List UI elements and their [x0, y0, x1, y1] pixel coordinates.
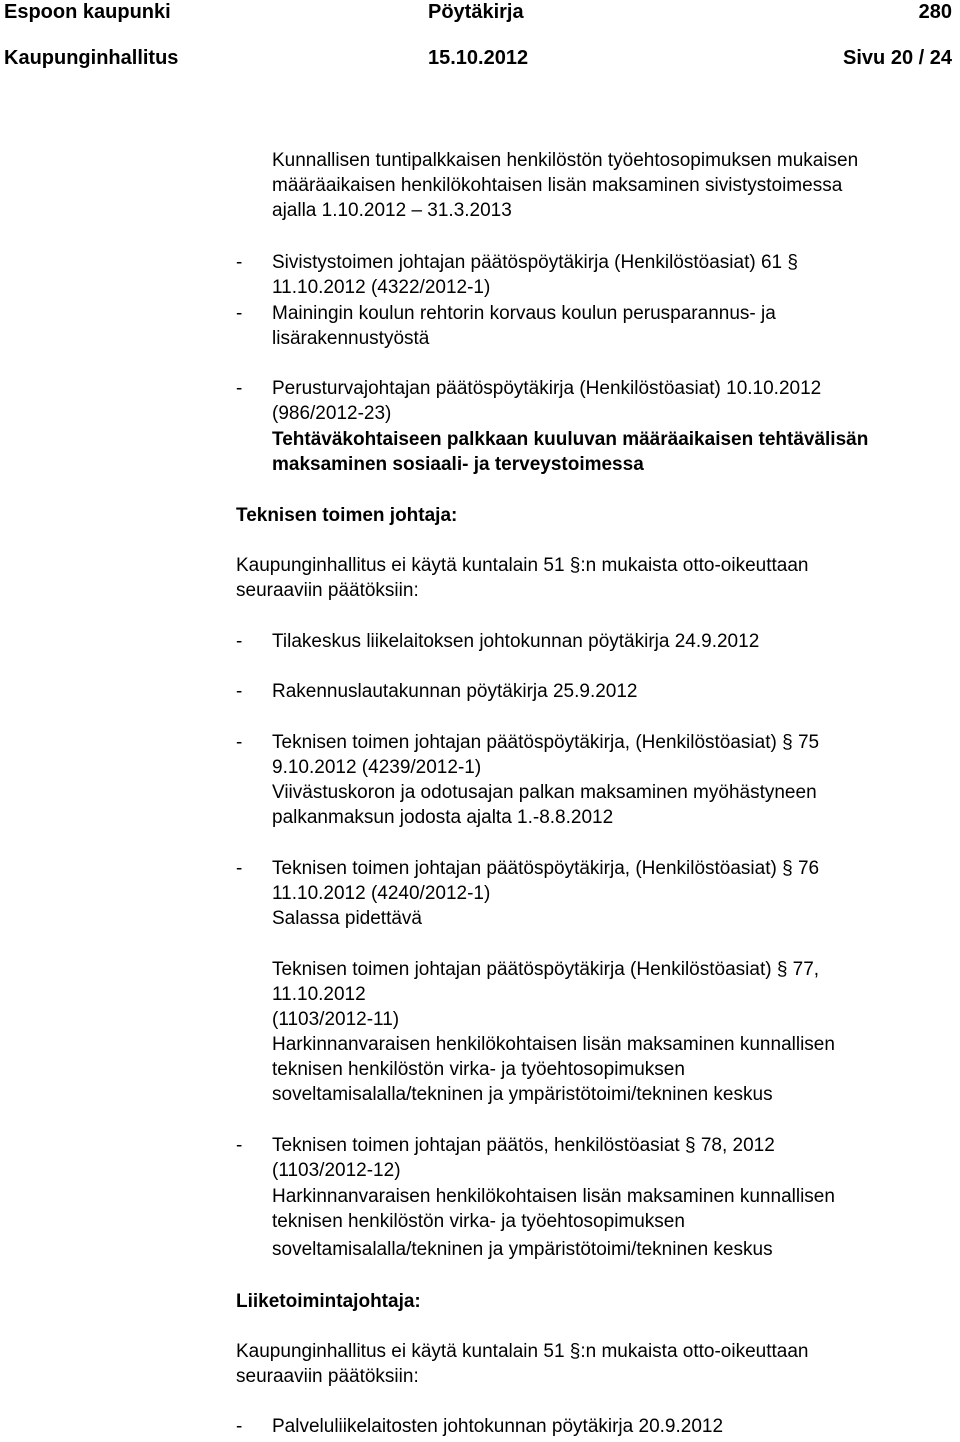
page-indicator: Sivu 20 / 24	[843, 47, 952, 69]
list-item-text: 9.10.2012 (4239/2012-1)	[272, 757, 482, 778]
intro-title-line: määräaikaisen henkilökohtaisen lisän maksaminen sivistystoimessa	[272, 175, 843, 196]
section-intro: Kaupunginhallitus ei käytä kuntalain 51 §:n mukaista otto-oikeuttaan	[236, 1341, 809, 1362]
list-item-text: 11.10.2012 (4240/2012-1)	[272, 883, 491, 904]
list-item-text: lisärakennustyöstä	[272, 328, 430, 349]
list-item-text: Mainingin koulun rehtorin korvaus koulun perusparannus- ja	[272, 303, 776, 324]
list-item-text: (986/2012-23)	[272, 403, 392, 424]
section-heading: Liiketoimintajohtaja:	[236, 1291, 421, 1312]
list-dash: -	[236, 252, 243, 273]
list-dash: -	[236, 1416, 243, 1437]
meeting-date: 15.10.2012	[428, 47, 529, 69]
list-dash: -	[236, 681, 243, 702]
intro-title-line: ajalla 1.10.2012 – 31.3.2013	[272, 200, 512, 221]
list-item-text: Teknisen toimen johtajan päätöspöytäkirja (Henkilöstöasiat) § 77,	[272, 959, 820, 980]
list-item-title: Tehtäväkohtaiseen palkkaan kuuluvan määräaikaisen tehtävälisän	[272, 429, 869, 450]
protocol-number: 280	[918, 1, 952, 23]
list-item-text: soveltamisalalla/tekninen ja ympäristötoimi/tekninen keskus	[272, 1239, 773, 1260]
list-dash: -	[236, 378, 243, 399]
list-item-text: Palveluliikelaitosten johtokunnan pöytäkirja 20.9.2012	[272, 1416, 724, 1437]
list-item-text: 11.10.2012 (4322/2012-1)	[272, 277, 491, 298]
intro-title-line: Kunnallisen tuntipalkkaisen henkilöstön työehtosopimuksen mukaisen	[272, 150, 859, 171]
list-dash: -	[236, 732, 243, 753]
header-row-1	[0, 1, 960, 29]
doc-type: Pöytäkirja	[428, 1, 524, 23]
list-item-text: teknisen henkilöstön virka- ja työehtosopimuksen	[272, 1211, 685, 1232]
list-item-text: Viivästuskoron ja odotusajan palkan maksaminen myöhästyneen	[272, 782, 817, 803]
list-item-text: palkanmaksun jodosta ajalta 1.-8.8.2012	[272, 807, 614, 828]
org-name: Espoon kaupunki	[4, 1, 171, 23]
list-dash: -	[236, 858, 243, 879]
list-item-text: Teknisen toimen johtajan päätöspöytäkirja, (Henkilöstöasiat) § 76	[272, 858, 820, 879]
section-heading: Teknisen toimen johtaja:	[236, 505, 458, 526]
list-item-text: Teknisen toimen johtajan päätöspöytäkirja, (Henkilöstöasiat) § 75	[272, 732, 820, 753]
list-item-text: Harkinnanvaraisen henkilökohtaisen lisän maksaminen kunnallisen	[272, 1034, 835, 1055]
list-item-text: Sivistystoimen johtajan päätöspöytäkirja (Henkilöstöasiat) 61 §	[272, 252, 798, 273]
list-item-text: teknisen henkilöstön virka- ja työehtosopimuksen	[272, 1059, 685, 1080]
list-item-text: Teknisen toimen johtajan päätös, henkilöstöasiat § 78, 2012	[272, 1135, 775, 1156]
section-intro: Kaupunginhallitus ei käytä kuntalain 51 §:n mukaista otto-oikeuttaan	[236, 555, 809, 576]
list-dash: -	[236, 303, 243, 324]
list-item-title: maksaminen sosiaali- ja terveystoimessa	[272, 454, 644, 475]
list-dash: -	[236, 631, 243, 652]
section-intro: seuraaviin päätöksiin:	[236, 1366, 419, 1387]
list-item-text: Harkinnanvaraisen henkilökohtaisen lisän maksaminen kunnallisen	[272, 1186, 835, 1207]
list-item-text: Perusturvajohtajan päätöspöytäkirja (Henkilöstöasiat) 10.10.2012	[272, 378, 822, 399]
list-dash: -	[236, 1135, 243, 1156]
list-item-text: Tilakeskus liikelaitoksen johtokunnan pöytäkirja 24.9.2012	[272, 631, 760, 652]
list-item-text: (1103/2012-12)	[272, 1160, 401, 1181]
list-item-text: 11.10.2012	[272, 984, 366, 1005]
governing-body: Kaupunginhallitus	[4, 47, 179, 69]
list-item-text: Salassa pidettävä	[272, 908, 422, 929]
list-item-text: Rakennuslautakunnan pöytäkirja 25.9.2012	[272, 681, 638, 702]
list-item-text: soveltamisalalla/tekninen ja ympäristötoimi/tekninen keskus	[272, 1084, 773, 1105]
list-item-text: (1103/2012-11)	[272, 1009, 400, 1030]
section-intro: seuraaviin päätöksiin:	[236, 580, 419, 601]
header-row-2	[0, 47, 960, 75]
